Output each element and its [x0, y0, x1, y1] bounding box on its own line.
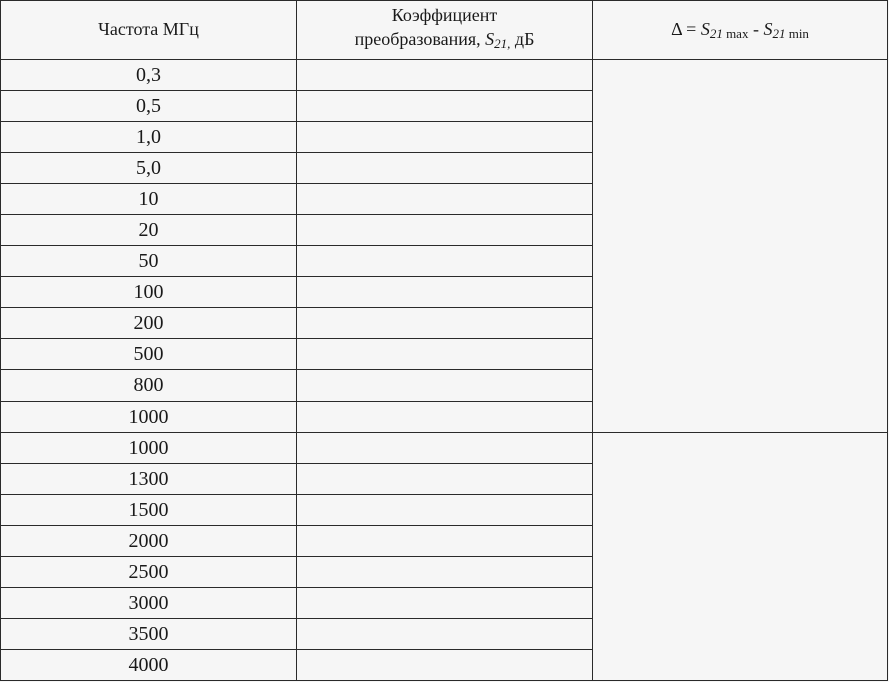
frequency-cell: 800 — [1, 370, 297, 401]
frequency-cell: 5,0 — [1, 153, 297, 184]
frequency-cell: 200 — [1, 308, 297, 339]
frequency-cell: 0,3 — [1, 60, 297, 91]
header-delta-sub1-num: 21 — [709, 25, 723, 41]
coefficient-cell[interactable] — [297, 153, 593, 184]
coefficient-cell[interactable] — [297, 122, 593, 153]
frequency-cell: 1,0 — [1, 122, 297, 153]
coefficient-cell[interactable] — [297, 587, 593, 618]
coefficient-cell[interactable] — [297, 277, 593, 308]
header-coefficient-text: преобразования, — [354, 28, 486, 49]
header-delta-equals: = — [681, 18, 701, 39]
header-coefficient-line1: Коэффициент — [391, 5, 498, 25]
header-delta-minus: - — [748, 18, 764, 39]
header-coefficient-sub: 21, — [494, 35, 511, 51]
header-frequency-label: Частота МГц — [98, 19, 199, 40]
frequency-cell: 3000 — [1, 587, 297, 618]
frequency-cell: 1000 — [1, 432, 297, 463]
coefficient-cell[interactable] — [297, 308, 593, 339]
table-body — [1, 60, 888, 681]
frequency-cell: 1300 — [1, 463, 297, 494]
header-delta-sub2-num: 21 — [772, 25, 786, 41]
frequency-cell: 2500 — [1, 556, 297, 587]
frequency-cell: 500 — [1, 339, 297, 370]
coefficient-cell[interactable] — [297, 463, 593, 494]
coefficient-cell[interactable] — [297, 60, 593, 91]
frequency-cell: 1000 — [1, 401, 297, 432]
frequency-cell: 3500 — [1, 618, 297, 649]
frequency-cell: 2000 — [1, 525, 297, 556]
coefficient-cell[interactable] — [297, 556, 593, 587]
table-row — [1, 432, 888, 463]
coefficient-cell[interactable] — [297, 401, 593, 432]
frequency-cell: 100 — [1, 277, 297, 308]
frequency-cell: 50 — [1, 246, 297, 277]
table-row — [1, 60, 888, 91]
header-delta-var2: S — [763, 18, 773, 39]
frequency-cell: 1500 — [1, 494, 297, 525]
coefficient-cell[interactable] — [297, 91, 593, 122]
coefficient-cell[interactable] — [297, 339, 593, 370]
coefficient-cell[interactable] — [297, 184, 593, 215]
frequency-cell: 20 — [1, 215, 297, 246]
delta-cell-band1[interactable] — [593, 60, 888, 433]
header-frequency — [1, 1, 297, 60]
delta-cell-band2[interactable] — [593, 432, 888, 680]
header-coefficient-line2 — [297, 29, 592, 52]
frequency-cell: 10 — [1, 184, 297, 215]
coefficient-cell[interactable] — [297, 525, 593, 556]
table-header-row — [1, 1, 888, 60]
coefficient-cell[interactable] — [297, 370, 593, 401]
header-delta — [593, 1, 888, 60]
coefficient-cell[interactable] — [297, 618, 593, 649]
header-delta-symbol: Δ — [671, 18, 682, 39]
coefficient-cell[interactable] — [297, 432, 593, 463]
header-coefficient-var: S — [485, 28, 495, 49]
header-delta-sub1-word: max — [722, 25, 749, 41]
coefficient-cell[interactable] — [297, 215, 593, 246]
header-conversion-coefficient — [297, 1, 593, 60]
header-delta-var1: S — [700, 18, 710, 39]
coefficient-cell[interactable] — [297, 649, 593, 680]
coefficient-cell[interactable] — [297, 246, 593, 277]
frequency-cell: 4000 — [1, 649, 297, 680]
frequency-cell: 0,5 — [1, 91, 297, 122]
header-coefficient-unit: дБ — [510, 28, 535, 49]
header-delta-sub2-word: min — [785, 25, 809, 41]
coefficient-cell[interactable] — [297, 494, 593, 525]
